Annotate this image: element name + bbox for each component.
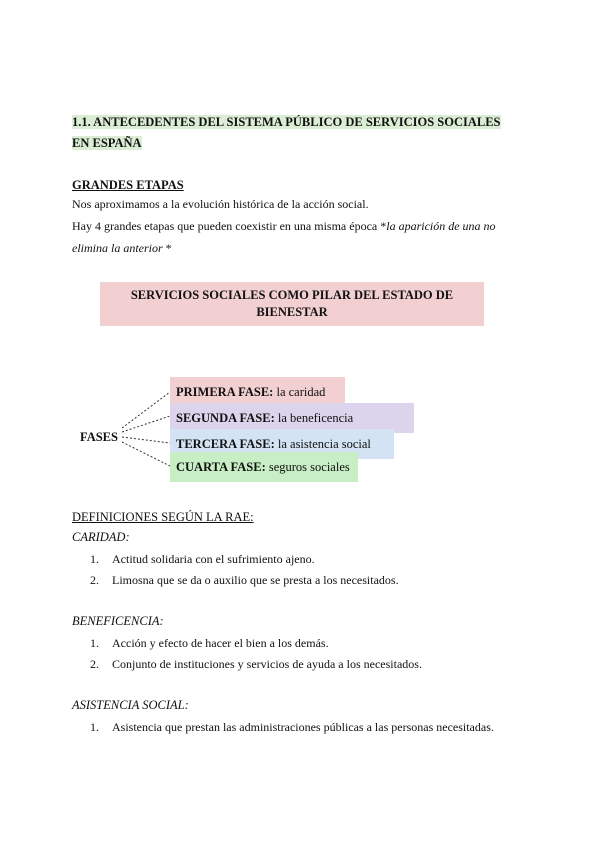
definition-item: 1. Acción y efecto de hacer el bien a los demás. <box>90 636 329 650</box>
welfare-pillar-banner: SERVICIOS SOCIALES COMO PILAR DEL ESTADO DE BIENESTAR <box>100 282 484 326</box>
phase-box-primera: PRIMERA FASE: la caridad <box>170 377 345 407</box>
connector-line-4 <box>122 442 170 466</box>
section-heading: 1.1. ANTECEDENTES DEL SISTEMA PÚBLICO DE SERVICIOS SOCIALES EN ESPAÑA <box>72 115 501 150</box>
definition-item: 1. Actitud solidaria con el sufrimiento ajeno. <box>90 552 315 566</box>
phase-box-cuarta: CUARTA FASE: seguros sociales <box>170 452 358 482</box>
stages-note-part2: elimina la anterior <box>72 241 163 255</box>
connector-line-1 <box>122 392 170 428</box>
term-beneficencia: BENEFICENCIA: <box>72 614 164 628</box>
definition-item: 1. Asistencia que prestan las administraciones públicas a las personas necesitadas. <box>90 720 494 734</box>
definitions-title: DEFINICIONES SEGÚN LA RAE: <box>72 510 254 524</box>
subheading-grandes-etapas: GRANDES ETAPAS <box>72 178 184 192</box>
connector-line-3 <box>122 437 170 443</box>
definition-item: 2. Conjunto de instituciones y servicios de ayuda a los necesitados. <box>90 657 422 671</box>
intro-paragraph: Nos aproximamos a la evolución histórica de la acción social. <box>72 197 369 211</box>
phase-box-segunda: SEGUNDA FASE: la beneficencia <box>170 403 414 433</box>
stages-note-part1: la aparición de una no <box>386 219 496 233</box>
stages-paragraph-line1: Hay 4 grandes etapas que pueden coexistir en una misma época *la aparición de una no <box>72 219 496 233</box>
connector-line-2 <box>122 416 170 432</box>
definition-item: 2. Limosna que se da o auxilio que se presta a los necesitados. <box>90 573 399 587</box>
fases-label: FASES <box>80 430 118 444</box>
term-caridad: CARIDAD: <box>72 530 130 544</box>
phase-box-tercera: TERCERA FASE: la asistencia social <box>170 429 394 459</box>
term-asistencia-social: ASISTENCIA SOCIAL: <box>72 698 189 712</box>
stages-paragraph-line2: elimina la anterior * <box>72 241 172 255</box>
